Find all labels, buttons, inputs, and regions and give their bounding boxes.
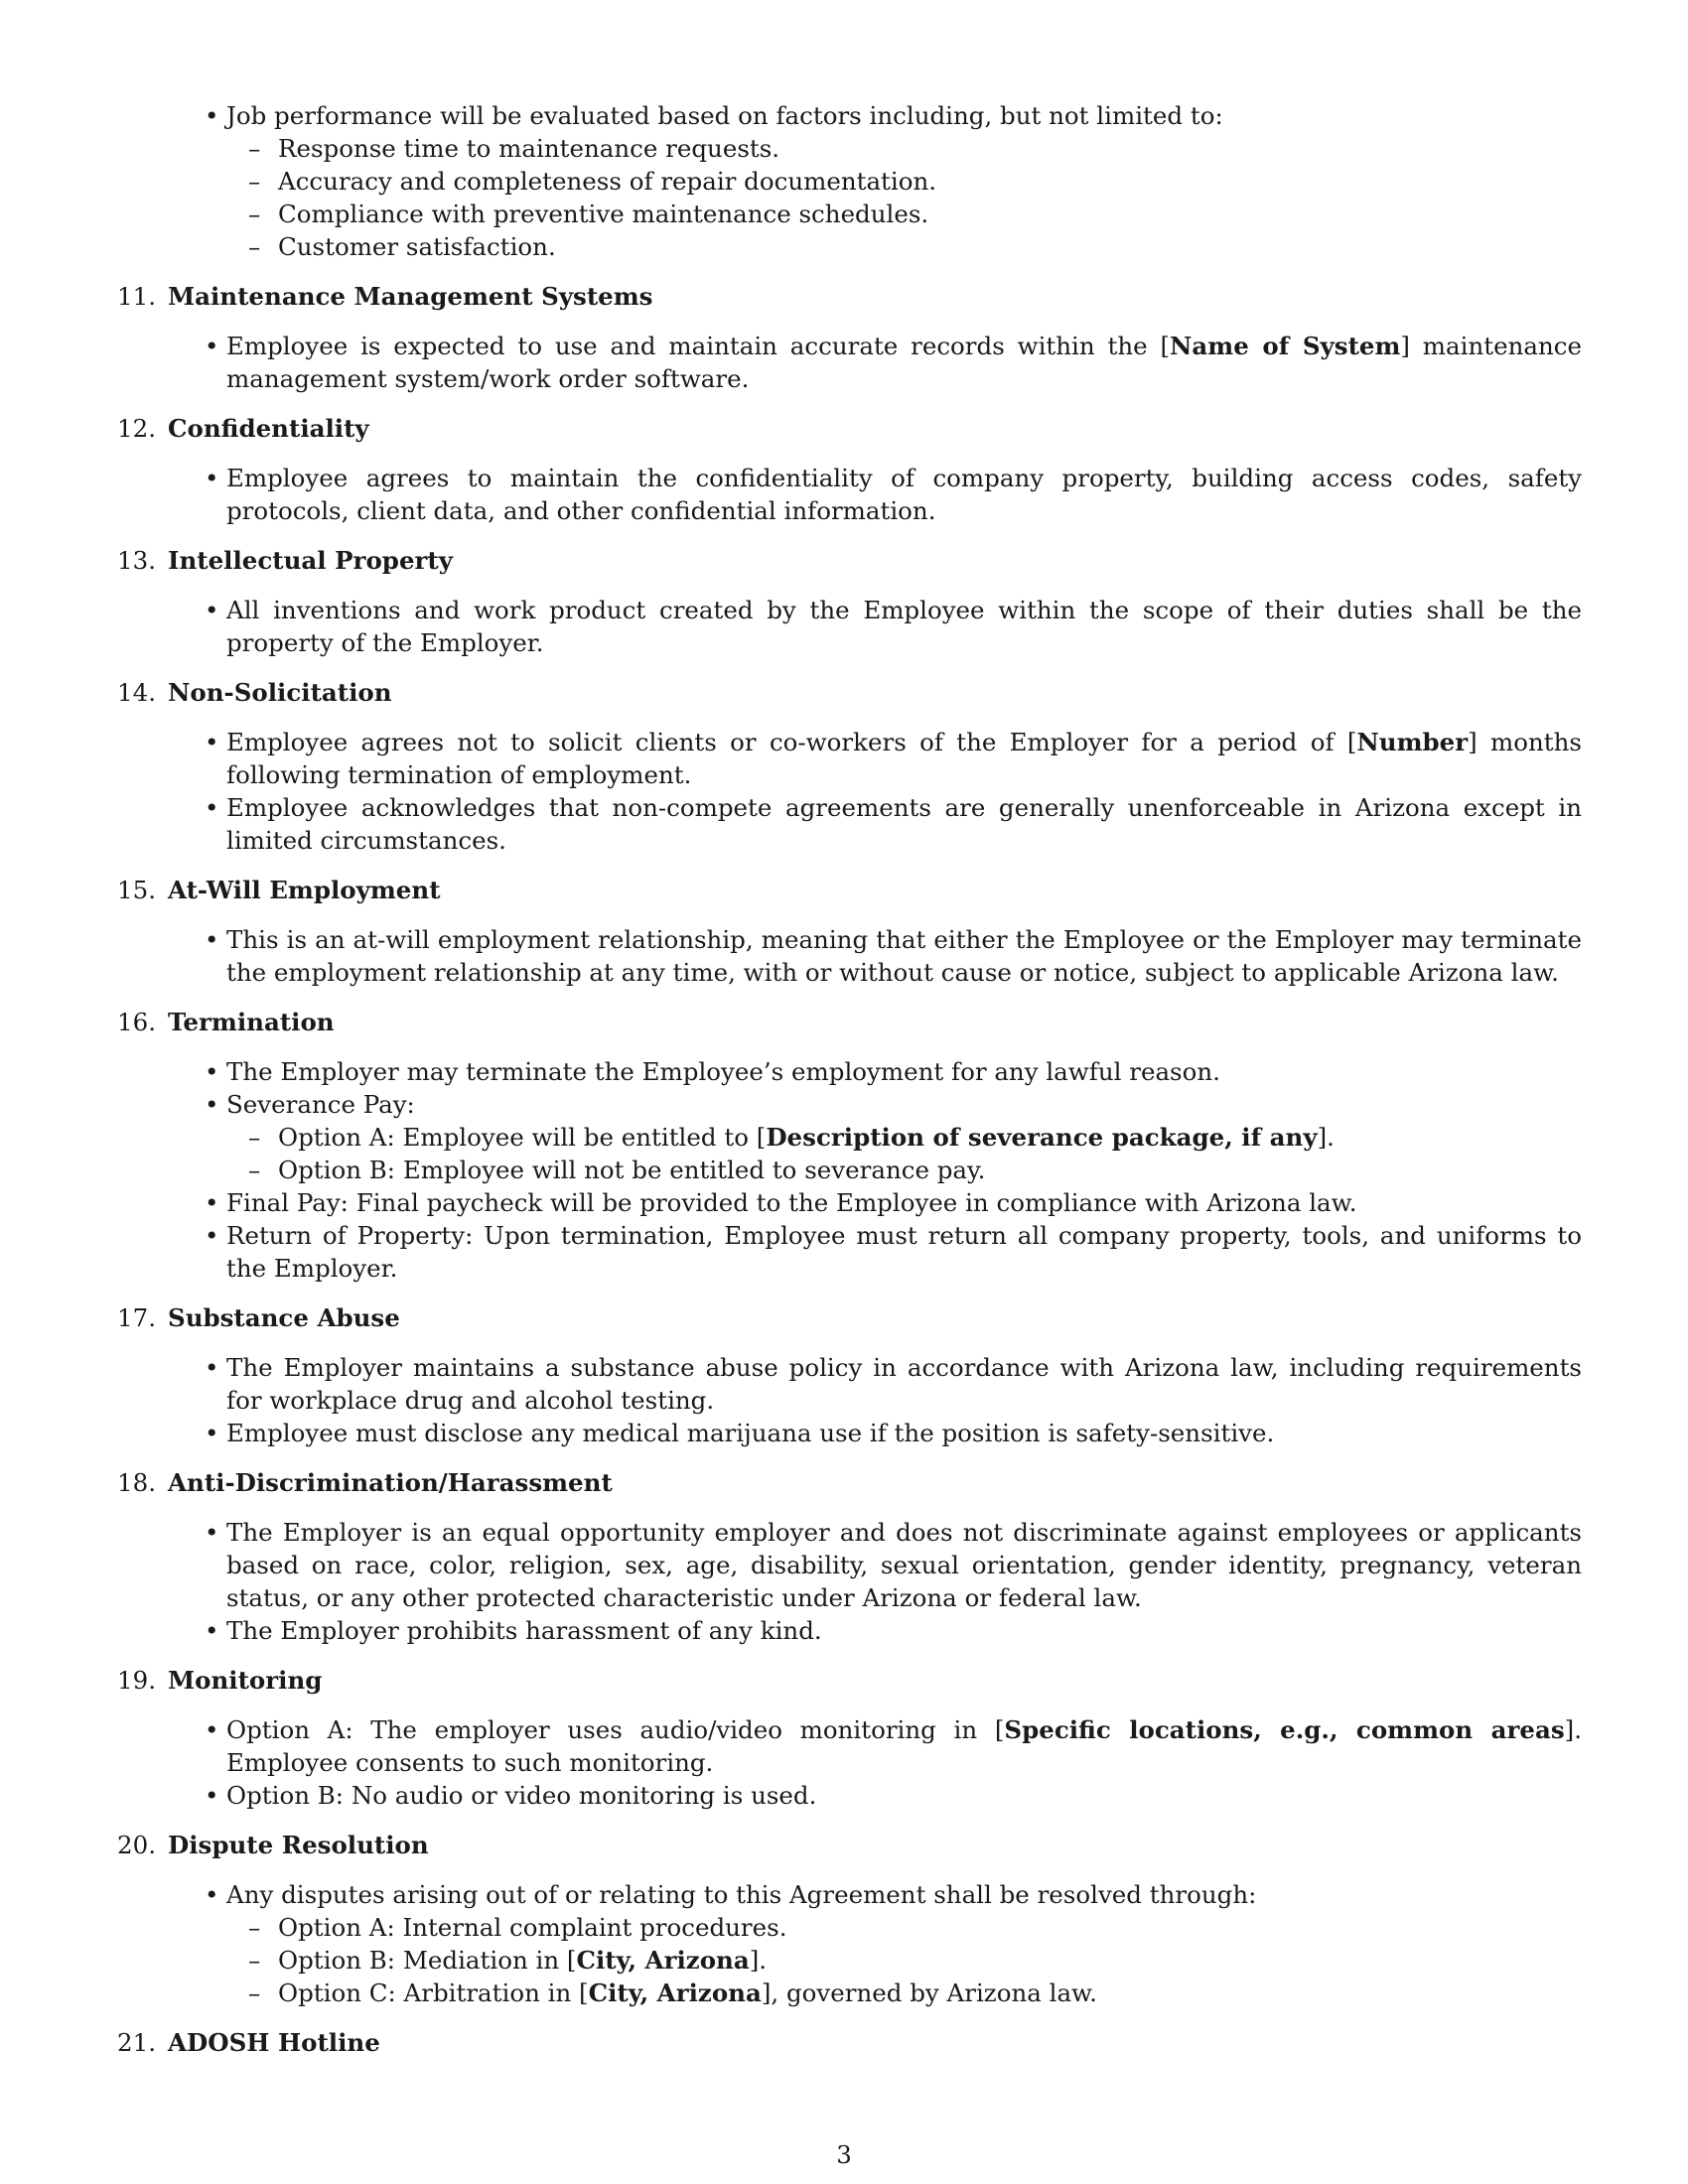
section-heading [112,1664,1582,1697]
bullet-item [112,1417,1582,1449]
section-title: At-Will Employment [168,876,441,904]
bullet-text: ]. Employee consents to such monitoring. [226,1715,1582,1777]
bullet-text: Return of Property: Upon termination, Employee must return all company property, tools, and uniforms to the Employer. [226,1221,1582,1283]
bullet-text: The Employer may terminate the Employee’s employment for any lawful reason. [226,1057,1220,1086]
sub-text: Option A: Employee will be entitled to [ [278,1123,767,1152]
bullet-text: Any disputes arising out of or relating to this Agreement shall be resolved through: [226,1880,1257,1909]
section-number: 11. [117,282,156,311]
section-number: 16. [117,1008,156,1036]
sub-text: ], governed by Arizona law. [761,1979,1097,2007]
bullet-item [112,1713,1582,1779]
sub-item [226,1977,1582,2009]
section-heading [112,676,1582,709]
document-page [112,99,1582,2059]
section-number: 12. [117,414,156,443]
placeholder-field: Number [1356,728,1469,756]
section-title: Substance Abuse [168,1303,400,1332]
placeholder-field: Name of System [1170,332,1401,360]
section [112,676,1582,857]
section-list [112,280,1582,2059]
sub-item [226,1944,1582,1977]
section-heading [112,412,1582,445]
intro-bullet-text: Job performance will be evaluated based on factors including, but not limited to: [226,101,1223,130]
bullet-item [112,1351,1582,1417]
bullet-text: Final Pay: Final paycheck will be provided to the Employee in compliance with Arizona law. [226,1188,1357,1217]
sub-text: ]. [749,1946,768,1975]
placeholder-field: City, Arizona [576,1946,750,1975]
section-number: 18. [117,1468,156,1497]
bullet-item [112,594,1582,659]
section-number: 14. [117,678,156,707]
sub-text: Option C: Arbitration in [ [278,1979,589,2007]
section-title: Monitoring [168,1666,323,1695]
section-heading [112,2026,1582,2059]
section-title: Confidentiality [168,414,369,443]
section-number: 17. [117,1303,156,1332]
section [112,874,1582,989]
bullet-text: ] months following termination of employment. [226,728,1582,789]
section-heading [112,280,1582,313]
section-title: Anti-Discrimination/Harassment [168,1468,613,1497]
bullet-list [112,462,1582,527]
section [112,280,1582,395]
bullet-list [112,726,1582,857]
section [112,1466,1582,1647]
sub-text: ]. [1317,1123,1335,1152]
section-heading [112,1829,1582,1861]
section-heading [112,1466,1582,1499]
section-number: 21. [117,2028,156,2057]
section-heading [112,874,1582,906]
intro-sub-list [226,132,1582,263]
bullet-item [112,1878,1582,2009]
bullet-item [112,1516,1582,1614]
section-title: Intellectual Property [168,546,453,575]
section-number: 15. [117,876,156,904]
section-number: 20. [117,1831,156,1859]
section [112,2026,1582,2059]
section [112,1006,1582,1285]
bullet-item [112,923,1582,989]
section-title: Termination [168,1008,335,1036]
bullet-item [112,726,1582,791]
bullet-list [112,1516,1582,1647]
sub-text: Option B: Mediation in [ [278,1946,577,1975]
section-heading [112,544,1582,577]
placeholder-field: City, Arizona [588,1979,762,2007]
bullet-text: Option B: No audio or video monitoring is used. [226,1781,817,1810]
bullet-item [112,1614,1582,1647]
bullet-list [112,923,1582,989]
intro-sub-item: – Compliance with preventive maintenance schedules. [226,198,1582,230]
bullet-text: The Employer maintains a substance abuse policy in accordance with Arizona law, including requirements for workplace drug and alcohol testing. [226,1353,1582,1415]
bullet-item [112,1779,1582,1812]
section-title: ADOSH Hotline [168,2028,380,2057]
bullet-list [112,594,1582,659]
bullet-list [112,1055,1582,1285]
section [112,1301,1582,1449]
bullet-item [112,1219,1582,1285]
bullet-text: The Employer prohibits harassment of any kind. [226,1616,822,1645]
bullet-item [112,1055,1582,1088]
section-title: Non-Solicitation [168,678,392,707]
bullet-list [112,330,1582,395]
section-title: Dispute Resolution [168,1831,429,1859]
bullet-item [112,462,1582,527]
section-heading [112,1006,1582,1038]
bullet-text: Employee agrees not to solicit clients or co-workers of the Employer for a period of [ [226,728,1357,756]
intro-bullet-list [112,99,1582,263]
sub-list [226,1911,1582,2009]
bullet-list [112,1713,1582,1812]
section-title: Maintenance Management Systems [168,282,653,311]
bullet-list [112,1878,1582,2009]
page-number: 3 [836,2140,852,2169]
intro-bullet [112,99,1582,263]
bullet-text: Employee agrees to maintain the confidentiality of company property, building access codes, safety protocols, client data, and other confidential information. [226,464,1582,525]
sub-item [226,1154,1582,1186]
bullet-text: Severance Pay: [226,1090,415,1119]
section-number: 13. [117,546,156,575]
section-heading [112,1301,1582,1334]
sub-text: Option A: Internal complaint procedures. [278,1913,787,1942]
section [112,412,1582,527]
bullet-text: This is an at-will employment relationship, meaning that either the Employee or the Employer may terminate the employment relationship at any time, with or without cause or notice, subject to applicable Arizona law. [226,925,1582,987]
bullet-text: ] maintenance management system/work order software. [226,332,1582,393]
bullet-item [112,330,1582,395]
sub-item [226,1121,1582,1154]
placeholder-field: Description of severance package, if any [766,1123,1318,1152]
section [112,544,1582,659]
section [112,1664,1582,1812]
intro-sub-item: – Response time to maintenance requests. [226,132,1582,165]
sub-item [226,1911,1582,1944]
bullet-text: The Employer is an equal opportunity employer and does not discriminate against employees or applicants based on race, color, religion, sex, age, disability, sexual orientation, gender identity, pregnancy, veteran status, or any other protected characteristic under Arizona or federal law. [226,1518,1582,1612]
bullet-list [112,1351,1582,1449]
sub-text: Option B: Employee will not be entitled to severance pay. [278,1156,986,1184]
bullet-item [112,1186,1582,1219]
section [112,1829,1582,2009]
sub-list [226,1121,1582,1186]
bullet-text: Employee acknowledges that non-compete agreements are generally unenforceable in Arizona except in limited circumstances. [226,793,1582,855]
placeholder-field: Specific locations, e.g., common areas [1004,1715,1565,1744]
section-number: 19. [117,1666,156,1695]
bullet-item [112,791,1582,857]
bullet-text: Option A: The employer uses audio/video monitoring in [ [226,1715,1005,1744]
intro-sub-item: – Accuracy and completeness of repair documentation. [226,165,1582,198]
bullet-item [112,1088,1582,1186]
bullet-text: All inventions and work product created by the Employee within the scope of their duties shall be the property of the Employer. [226,596,1582,657]
bullet-text: Employee is expected to use and maintain accurate records within the [ [226,332,1171,360]
bullet-text: Employee must disclose any medical marijuana use if the position is safety-sensitive. [226,1419,1275,1447]
intro-sub-item: – Customer satisfaction. [226,230,1582,263]
